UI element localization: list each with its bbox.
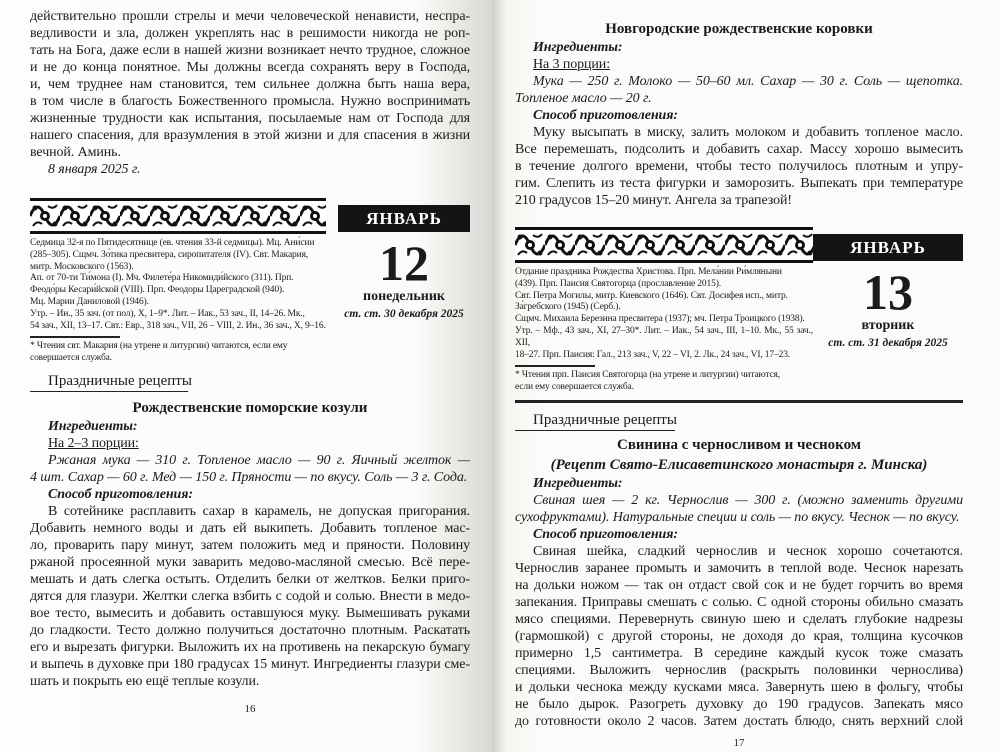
section-underline [515,430,675,431]
left-page-content [30,8,470,716]
calendar-date-column [813,227,963,393]
day-number: 12 [379,235,429,291]
text-line: Муку высыпать в миску, залить молоком и добавить топленое масло. [533,125,963,140]
calendar-footnote [30,341,326,365]
recipe-title: Новгородские рождественские коровки [605,21,873,37]
month-label: ЯНВАРЬ [813,234,963,261]
text-line: Ржаная мука — 310 г. Топленое масло — 90 г. Яичный желток — [48,453,470,469]
text-line: мясо специями. Перевернуть свиную шею и сделать глубокие надрезы [515,612,963,628]
weekday: понедельник [363,289,445,304]
calendar-saints-text [30,238,326,332]
text-line: нашего спасения, для вразумления в этой жизни и для спасения в жизни [30,128,470,143]
text-line: Сщмч. Михаила Березина пресвитера (1937); мч. Петра Троицкого (1938). [515,314,805,325]
ingredients-label: Ингредиенты: [533,40,623,55]
text-line: запекания. Приправы смешать с солью. С одной стороны обильно смазать [515,595,963,611]
calendar-footnote [515,370,813,394]
calendar-section [30,198,470,364]
text-line: жизненные трудности как испытания, посылаемые нам от Господа для [30,111,470,126]
text-line: 4 шт. Сахар — 60 г. Мед — 150 г. Пряности — по вкусу. Соль — 3 г. Сода. [30,470,468,486]
text-line: В сотейнике расплавить сахар в карамель, не допуская пригорания. [48,504,470,520]
text-line: (285–305). Сщмч. Зо́тика пресвитера, сиропитателя (IV). Свт. Макария, [30,249,309,260]
calendar-date-column [338,198,470,364]
text-line: Отдание праздника Рождества Христова. Прп. Мела́нии Ри́мляныни [515,267,782,277]
old-style-date: ст. ст. 31 декабря 2025 [828,337,948,349]
text-line: Мц. Марии Даниловой (1946). [30,296,149,307]
text-line: Феодо́ры Кесари́йской (VIII). Прп. Феодоры Цареградской (940). [30,285,285,296]
recipe-title: Рождественские поморские козули [132,400,368,417]
ornament-divider [515,227,813,263]
text-line: Утр. – Ин., 35 зач. (от пол), Х, 1–9*. Лит. – Иак., 53 зач., II, 14–26. Мк., [30,308,305,319]
text-line: сухофруктами). Натуральные специи и соль — по вкусу. Чеснок — по вкусу. [515,510,960,526]
ingredients-label: Ингредиенты: [533,476,623,492]
ingredients-list [30,452,470,486]
intro-date: 8 января 2025 г. [48,162,141,177]
text-line: Топленое масло — 20 г. [515,91,652,106]
text-line: и дольки чеснока между кусками мяса. Завернуть шею в фольгу, чтобы [515,680,963,696]
text-line: шать и покрыть ею ещё теплые козули. [30,674,260,690]
text-line: ведливости и зла, должен укреплять нас в решимости никогда не роп- [30,26,470,41]
left-page [0,0,492,752]
text-line: до готовности около 2 часов. Затем достать блюдо, снять верхний слой [515,714,963,730]
method-text [515,543,963,730]
text-line: Все перемешать, подсолить и добавить сахар. Массу хорошо вымесить [515,142,963,157]
text-line: дятся для глазури. Желтки слегка взбить с содой и солью. Внести в медо- [30,589,470,605]
text-line: ржаной просеянной муки заварить медово-масляной смесью. Всё пере- [30,555,470,571]
ingredients-list [515,73,963,107]
text-line: не было дырок. Разогреть духовку до 190 градусов. Запекать мясо [515,697,963,713]
text-line: специями. Выложить чернослив (раскрыть половинки чернослива) [515,663,963,679]
text-line: совершается служба. [30,352,112,363]
intro-paragraph [30,8,470,161]
text-line: 54 зач., XII, 13–17. Свт.: Евр., 318 зач., VII, 26 – VIII, 2. Ин., 36 зач., Х, 9–16. [30,320,326,331]
text-line: в течение долгого времени, чтобы тесто получилось плотным и упру- [515,159,963,174]
text-line: Седмица 32-я по Пятидесятнице (ев. чтения 33-й седмицы). Мц. Ани́сии [30,238,315,248]
day-number: 13 [863,264,913,320]
text-line: Ап. от 70-ти Ти́мона (I). Мч. Филете́ра Никомиди́йского (311). Прп. [30,273,294,284]
right-page [492,0,1000,752]
method-text [515,124,963,209]
section-underline [30,391,188,392]
text-line: (439). Прп. Паисия Святогорца (прославление 2015). [515,278,721,289]
text-line: * Чтения прп. Паисия Святогорца (на утрене и литургии) читаются, [515,369,780,380]
recipe-subtitle: (Рецепт Свято-Елисаветинского монастыря г. Минска) [550,457,928,474]
text-line: 18–27. Прп. Паисия: Гал., 213 зач., V, 22 – VI, 2. Лк., 24 зач., VI, 17–23. [515,349,791,360]
old-style-date: ст. ст. 30 декабря 2025 [344,308,464,320]
footnote-rule [30,336,120,338]
text-line: его и вырезать фигурки. Выложить их на противень на пекарскую бумагу [30,640,470,656]
text-line: примерно 1,5 сантиметра. В середине каждый кусок тоже смазать [515,646,963,662]
weekday: вторник [861,318,915,333]
text-line: действительно прошли стрелы и мечи человеческой ненависти, неспра- [30,9,470,24]
method-label: Способ приготовления: [533,108,678,123]
text-line: вое тесто, вымесить и добавить оставшуюся муку. Вымешивать руками [30,606,470,622]
footnote-rule [515,365,595,367]
text-line: Свиная шейка, сладкий чернослив и чеснок хорошо сочетаются. [533,544,963,560]
text-line: ло, проварить пару минут, затем положить мед и пряности. Половину [30,538,470,554]
calendar-text-column [30,198,326,364]
method-label: Способ приготовления: [48,487,193,503]
portions-label: На 2–3 порции: [48,436,139,452]
text-line: и не до конца понятное. Мы должны всегда сохранять веру в Господа, [30,60,470,75]
section-divider [515,400,963,403]
ornament-divider [30,198,326,234]
calendar-saints-text [515,267,813,361]
text-line: на дольки ножом — так он отдаст свой сок и не будет горчить во время [515,578,963,594]
calendar-section [515,227,963,393]
month-label: ЯНВАРЬ [338,205,470,232]
page-number: 16 [244,703,256,716]
text-line: (гармошкой) с другой стороны, не доходя до края, толщина кусочков [515,629,963,645]
text-line: Утр. – Мф., 43 зач., XI, 27–30*. Лит. – Иак., 54 зач., III, 1–10. Мк., 55 зач., XII, [515,325,813,348]
text-line: вечной. Аминь. [30,145,121,160]
right-page-content [515,19,963,750]
text-line: гим. Слепить из теста фигурки и заморозить. Выпекать при температуре [515,176,963,191]
text-line: Мука — 250 г. Молоко — 50–60 мл. Сахар — 30 г. Соль — щепотка. [533,74,963,89]
text-line: * Чтения свт. Макария (на утрене и литургии) читаются, если ему [30,340,288,351]
ingredients-label: Ингредиенты: [48,419,138,435]
text-line: тать на Бога, даже если в нашей жизни возникает нечто трудное, сложное [30,43,470,58]
text-line: Добавить немного воды и дать ей выкипеть. Добавить топленое мас- [30,521,470,537]
text-line: и выпечь в духовке при 180 градусах 15 минут. Ингредиенты глазури сме- [30,657,470,673]
page-number: 17 [733,737,745,750]
calendar-text-column [515,227,813,393]
text-line: мешать и дать слегка остыть. Отделить белки от желтков. Белки приго- [30,572,470,588]
section-heading: Праздничные рецепты [533,412,677,429]
text-line: Чернослив заранее промыть и замочить в теплой воде. Чеснок нарезать [515,561,963,577]
text-line: митр. Московского (1563). [30,261,134,272]
ingredients-list [515,492,963,526]
text-line: в том числе в благость Божественного промысла. Нужно воспринимать [30,94,470,109]
method-text [30,503,470,690]
text-line: За́гребского (1945) (Серб.). [515,302,621,313]
text-line: Свиная шея — 2 кг. Чернослив — 300 г. (можно заменить другими [533,493,963,509]
text-line: если ему совершается служба. [515,381,634,392]
text-line: до гладкости. Тесто должно получиться достаточно плотным. Раскатать [30,623,470,639]
portions-label: На 3 порции: [533,57,610,72]
section-heading: Праздничные рецепты [48,373,192,390]
text-line: 210 градусов 15–20 минут. Ангела за трапезой! [515,193,792,208]
method-label: Способ приготовления: [533,527,678,543]
recipe-title: Свинина с черносливом и чесноком [616,437,862,454]
text-line: и, чем труднее нам становится, тем сильнее должна быть наша вера, [30,77,470,92]
text-line: Свт. Петра Могилы, митр. Киевского (1646). Свт. Досифея исп., митр. [515,290,788,301]
